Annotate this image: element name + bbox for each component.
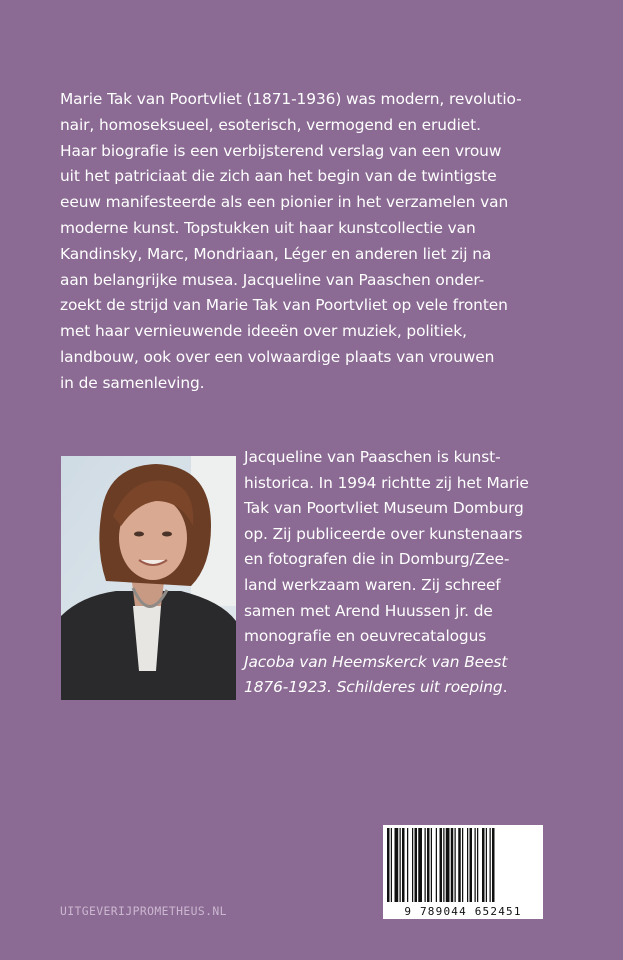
barcode-bar [427,828,430,902]
bio-line: op. Zij publiceerde over kunstenaars [244,524,523,543]
barcode-bar [482,828,485,902]
book-title-line: 1876-1923. Schilderes uit roeping [244,678,503,697]
author-photo [61,456,236,700]
bio-period: . [502,678,508,697]
blurb-line: nair, homoseksueel, esoterisch, vermogend en erudiet. [60,115,481,134]
barcode-bar [470,828,473,902]
barcode-bar [443,828,444,902]
blurb-line: moderne kunst. Topstukken uit haar kunstcollectie van [60,218,476,237]
book-title-line-end [244,675,564,701]
barcode-bar [391,828,392,902]
isbn-barcode [383,825,543,919]
barcode-bar [490,828,491,902]
barcode-bar [486,828,487,902]
barcode-bar [395,828,399,902]
barcode-bar [458,828,461,902]
blurb-line: zoekt de strijd van Marie Tak van Poortvliet op vele fronten [60,296,508,315]
barcode-bar [431,828,432,902]
bio-line: historica. In 1994 richtte zij het Marie [244,473,529,492]
bio-line: Jacqueline van Paaschen is kunst- [244,448,501,466]
barcode-bar [475,828,476,902]
blurb-line: aan belangrijke musea. Jacqueline van Paaschen onder- [60,270,485,289]
barcode-bar [462,828,463,902]
bio-line: Tak van Poortvliet Museum Domburg [244,499,524,518]
blurb-line: in de samenleving. [60,373,205,392]
barcode-bar [415,828,418,902]
publisher-website: UITGEVERIJPROMETHEUS.NL [60,904,227,918]
barcode-bar [400,828,401,902]
barcode-bar [455,828,456,902]
bio-line: en fotografen die in Domburg/Zee- [244,550,510,569]
bio-line: monografie en oeuvrecatalogus [244,627,487,646]
isbn-number: 9 789044 652451 [404,905,522,918]
barcode-bars [383,825,543,905]
blurb-line: uit het patriciaat die zich aan het begin van de twintigste [60,167,497,186]
blurb-line: eeuw manifesteerde als een pionier in het verzamelen van [60,193,509,212]
blurb-line: met haar vernieuwende ideeën over muziek, politiek, [60,322,467,341]
barcode-bar [477,828,478,902]
barcode-bar [407,828,408,902]
author-bio [244,445,564,701]
barcode-bar [467,828,468,902]
bio-line: land werkzaam waren. Zij schreef [244,575,501,594]
barcode-bar [446,828,450,902]
bio-line: samen met Arend Huussen jr. de [244,601,493,620]
barcode-bar [492,828,495,902]
blurb-line: landbouw, ook over een volwaardige plaats van vrouwen [60,347,495,366]
back-cover-blurb [60,87,570,397]
blurb-line: Marie Tak van Poortvliet (1871-1936) was modern, revolutio- [60,90,522,108]
barcode-bar [412,828,413,902]
blurb-line: Haar biografie is een verbijsterend verslag van een vrouw [60,141,502,160]
barcode-bar [451,828,454,902]
blurb-line: Kandinsky, Marc, Mondriaan, Léger en anderen liet zij na [60,244,492,263]
barcode-bar [418,828,422,902]
barcode-bar [387,828,390,902]
barcode-bar [436,828,437,902]
barcode-bar [440,828,443,902]
barcode-bar [425,828,426,902]
barcode-bar [402,828,405,902]
book-title-line: Jacoba van Heemskerck van Beest [244,652,508,671]
